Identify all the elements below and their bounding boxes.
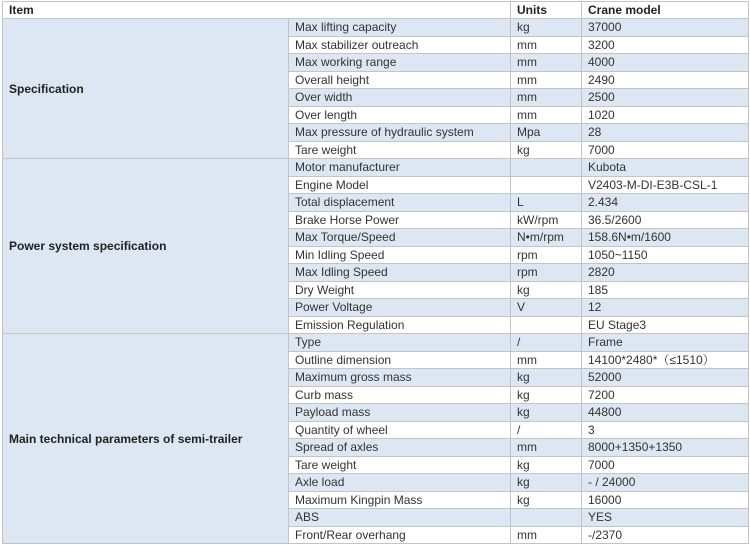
param-unit: kg bbox=[511, 491, 582, 509]
param-value: Kubota bbox=[582, 159, 749, 177]
param-name: Outline dimension bbox=[289, 351, 511, 369]
param-unit: / bbox=[511, 334, 582, 352]
param-value: 2.434 bbox=[582, 194, 749, 212]
param-unit bbox=[511, 316, 582, 334]
param-name: Brake Horse Power bbox=[289, 211, 511, 229]
param-name: Axle load bbox=[289, 474, 511, 492]
param-value: EU Stage3 bbox=[582, 316, 749, 334]
param-value: 1050~1150 bbox=[582, 246, 749, 264]
param-name: Front/Rear overhang bbox=[289, 526, 511, 544]
param-name: Engine Model bbox=[289, 176, 511, 194]
param-name: Total displacement bbox=[289, 194, 511, 212]
param-value: - / 24000 bbox=[582, 474, 749, 492]
param-unit bbox=[511, 159, 582, 177]
param-value: 7000 bbox=[582, 456, 749, 474]
param-value: 2490 bbox=[582, 71, 749, 89]
param-unit: mm bbox=[511, 439, 582, 457]
param-name: Maximum gross mass bbox=[289, 369, 511, 387]
param-name: Spread of axles bbox=[289, 439, 511, 457]
param-unit: mm bbox=[511, 71, 582, 89]
param-value: 1020 bbox=[582, 106, 749, 124]
param-value: 36.5/2600 bbox=[582, 211, 749, 229]
param-unit: mm bbox=[511, 89, 582, 107]
group-title: Main technical parameters of semi-trailer bbox=[3, 334, 289, 544]
param-unit: kg bbox=[511, 456, 582, 474]
param-value: 44800 bbox=[582, 404, 749, 422]
table-body bbox=[3, 19, 749, 544]
crane-spec-table bbox=[2, 1, 749, 544]
param-value: YES bbox=[582, 509, 749, 527]
param-unit: L bbox=[511, 194, 582, 212]
param-unit: rpm bbox=[511, 246, 582, 264]
param-unit: kg bbox=[511, 281, 582, 299]
param-value: 8000+1350+1350 bbox=[582, 439, 749, 457]
param-value: 185 bbox=[582, 281, 749, 299]
param-name: Max lifting capacity bbox=[289, 19, 511, 37]
param-name: Motor manufacturer bbox=[289, 159, 511, 177]
param-name: Over length bbox=[289, 106, 511, 124]
param-name: ABS bbox=[289, 509, 511, 527]
group-title: Specification bbox=[3, 19, 289, 159]
param-value: 52000 bbox=[582, 369, 749, 387]
param-name: Min Idling Speed bbox=[289, 246, 511, 264]
param-name: Tare weight bbox=[289, 456, 511, 474]
table-row bbox=[3, 334, 749, 352]
param-unit: / bbox=[511, 421, 582, 439]
header-crane-model: Crane model bbox=[582, 2, 749, 19]
table-row bbox=[3, 19, 749, 37]
param-unit: kg bbox=[511, 404, 582, 422]
param-name: Quantity of wheel bbox=[289, 421, 511, 439]
param-name: Curb mass bbox=[289, 386, 511, 404]
header-units: Units bbox=[511, 2, 582, 19]
param-unit: mm bbox=[511, 351, 582, 369]
param-unit: mm bbox=[511, 54, 582, 72]
param-unit: N•m/rpm bbox=[511, 229, 582, 247]
table-header-row bbox=[3, 2, 749, 19]
param-value: 7000 bbox=[582, 141, 749, 159]
param-name: Emission Regulation bbox=[289, 316, 511, 334]
param-unit: rpm bbox=[511, 264, 582, 282]
param-value: 12 bbox=[582, 299, 749, 317]
param-unit: kg bbox=[511, 141, 582, 159]
param-unit: kg bbox=[511, 474, 582, 492]
param-value: 2820 bbox=[582, 264, 749, 282]
param-value: 3 bbox=[582, 421, 749, 439]
table-row bbox=[3, 159, 749, 177]
param-value: 16000 bbox=[582, 491, 749, 509]
param-name: Maximum Kingpin Mass bbox=[289, 491, 511, 509]
param-unit: kg bbox=[511, 19, 582, 37]
param-name: Max working range bbox=[289, 54, 511, 72]
param-name: Payload mass bbox=[289, 404, 511, 422]
param-value: 158.6N•m/1600 bbox=[582, 229, 749, 247]
param-value: 3200 bbox=[582, 36, 749, 54]
param-value: 7200 bbox=[582, 386, 749, 404]
param-unit: mm bbox=[511, 526, 582, 544]
param-name: Overall height bbox=[289, 71, 511, 89]
param-unit: kg bbox=[511, 386, 582, 404]
group-title: Power system specification bbox=[3, 159, 289, 334]
param-value: V2403-M-DI-E3B-CSL-1 bbox=[582, 176, 749, 194]
param-value: 37000 bbox=[582, 19, 749, 37]
param-value: 28 bbox=[582, 124, 749, 142]
param-name: Max stabilizer outreach bbox=[289, 36, 511, 54]
param-value: 2500 bbox=[582, 89, 749, 107]
param-name: Dry Weight bbox=[289, 281, 511, 299]
param-name: Type bbox=[289, 334, 511, 352]
param-unit: kW/rpm bbox=[511, 211, 582, 229]
param-name: Over width bbox=[289, 89, 511, 107]
param-unit: mm bbox=[511, 36, 582, 54]
param-name: Max pressure of hydraulic system bbox=[289, 124, 511, 142]
param-unit: mm bbox=[511, 106, 582, 124]
param-unit: kg bbox=[511, 369, 582, 387]
param-name: Max Idling Speed bbox=[289, 264, 511, 282]
param-value: 4000 bbox=[582, 54, 749, 72]
param-value: -/2370 bbox=[582, 526, 749, 544]
param-name: Tare weight bbox=[289, 141, 511, 159]
param-value: Frame bbox=[582, 334, 749, 352]
param-unit bbox=[511, 176, 582, 194]
param-name: Power Voltage bbox=[289, 299, 511, 317]
header-item: Item bbox=[3, 2, 511, 19]
param-name: Max Torque/Speed bbox=[289, 229, 511, 247]
param-unit: Mpa bbox=[511, 124, 582, 142]
param-unit bbox=[511, 509, 582, 527]
param-unit: V bbox=[511, 299, 582, 317]
param-value: 14100*2480*（≤1510） bbox=[582, 351, 749, 369]
